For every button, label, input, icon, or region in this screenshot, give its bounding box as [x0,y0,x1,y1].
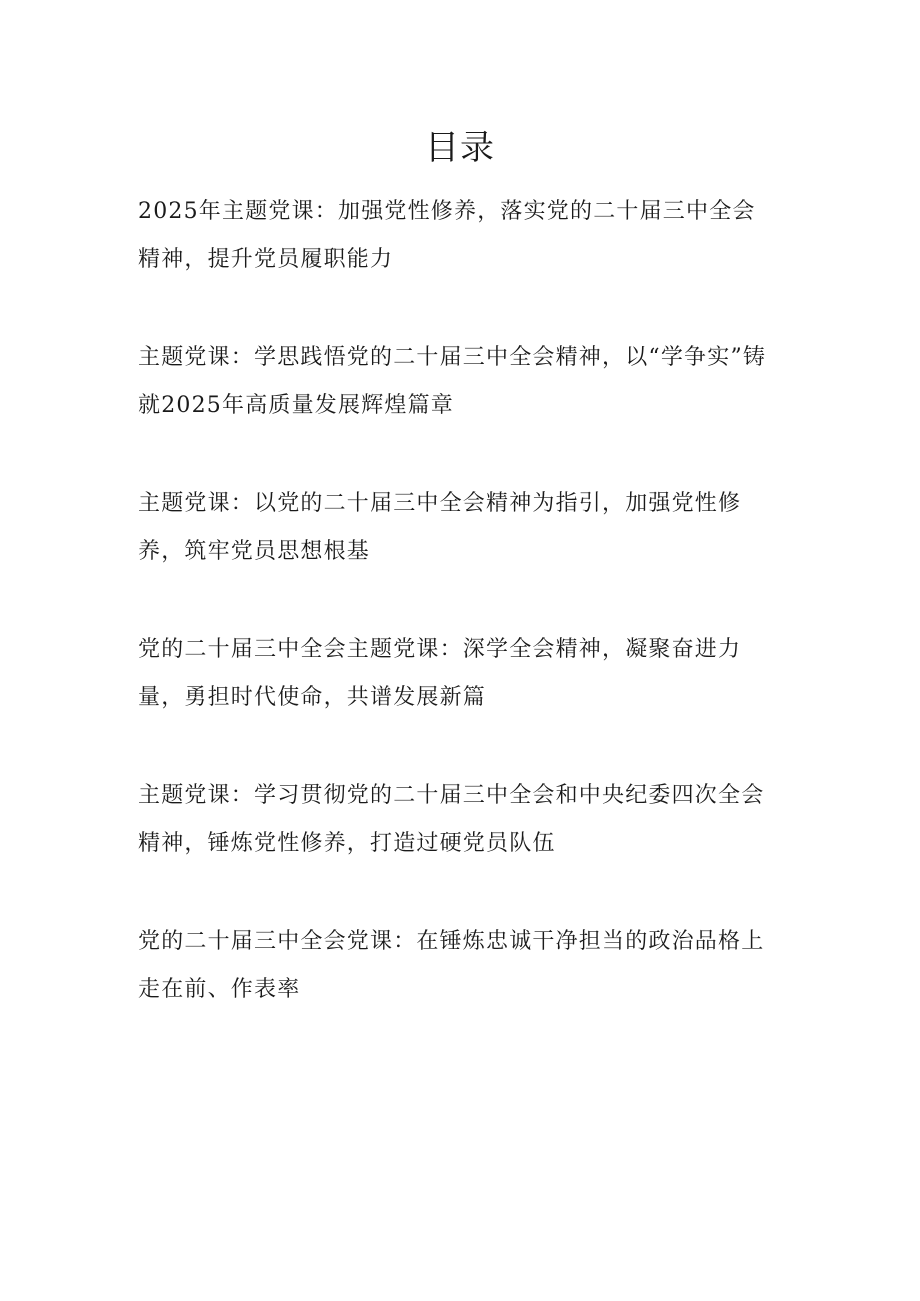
toc-entry-5[interactable]: 主题党课：学习贯彻党的二十届三中全会和中央纪委四次全会精神，锤炼党性修养，打造过硬党员队伍 [138,783,765,856]
toc-entry-4[interactable]: 党的二十届三中全会主题党课：深学全会精神，凝聚奋进力量，勇担时代使命，共谱发展新篇 [138,637,742,710]
toc-entry-1[interactable]: 2025年主题党课：加强党性修养，落实党的二十届三中全会精神，提升党员履职能力 [138,199,756,272]
toc-entry-6[interactable]: 党的二十届三中全会党课：在锤炼忠诚干净担当的政治品格上走在前、作表率 [138,929,765,1002]
page-title: 目录 [425,128,495,168]
table-of-contents [138,188,778,1064]
toc-entry-2[interactable]: 主题党课：学思践悟党的二十届三中全会精神，以“学争实”铸就2025年高质量发展辉煌篇章 [138,345,767,418]
toc-entry-3[interactable]: 主题党课：以党的二十届三中全会精神为指引，加强党性修养，筑牢党员思想根基 [138,491,742,564]
